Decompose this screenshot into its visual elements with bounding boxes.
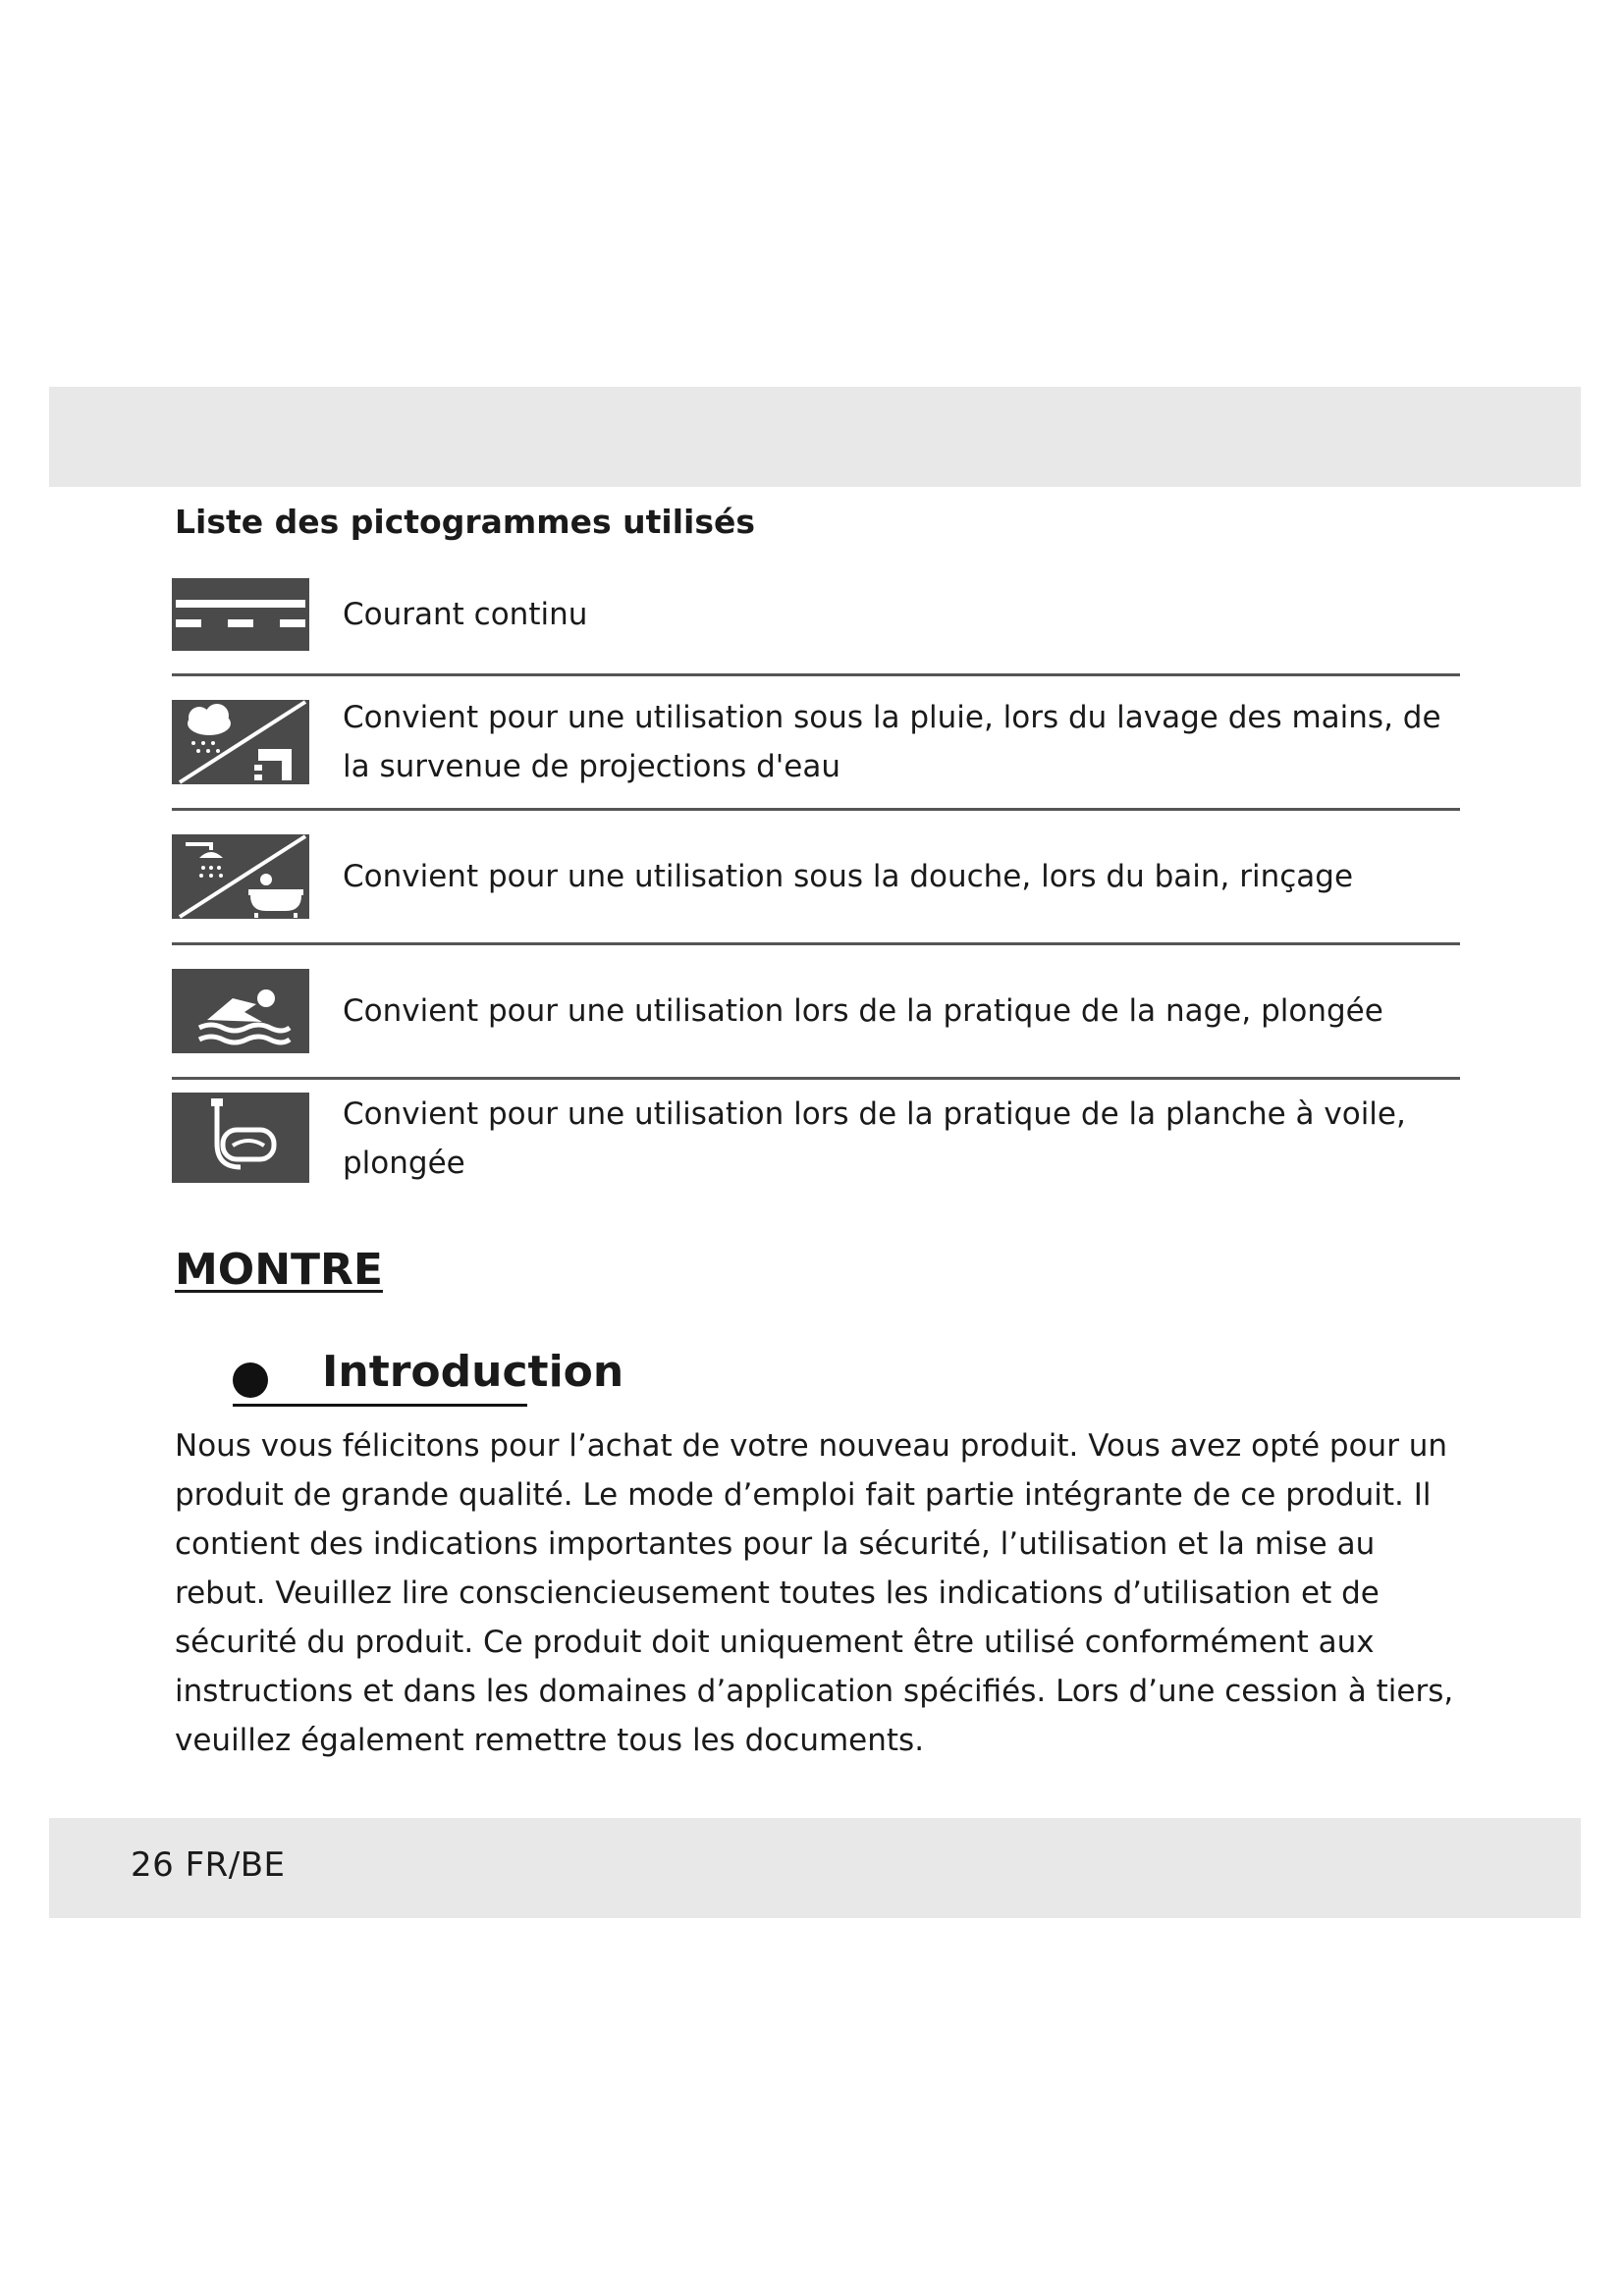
subtitle-underline [233, 1404, 527, 1407]
section-subtitle: Introduction [322, 1347, 624, 1397]
pictogram-row [172, 811, 1460, 945]
pictogram-table [172, 579, 1460, 1198]
snorkel-mask-icon [172, 1093, 309, 1183]
pictogram-row [172, 1080, 1460, 1198]
pictogram-row [172, 579, 1460, 676]
page-number: 26 FR/BE [131, 1845, 286, 1885]
bullet-icon [233, 1362, 268, 1398]
pictogram-text: Convient pour une utilisation sous la douche, lors du bain, rinçage [343, 859, 1354, 894]
pictogram-text: Convient pour une utilisation lors de la pratique de la planche à voile, plongée [343, 1096, 1406, 1181]
swimming-icon [172, 969, 309, 1053]
section-title: MONTRE [175, 1245, 383, 1295]
pictogram-row [172, 945, 1460, 1080]
rain-splash-icon [172, 700, 309, 784]
pictogram-text: Courant continu [343, 597, 588, 632]
pictogram-text: Convient pour une utilisation sous la pluie, lors du lavage des mains, de la survenue de projections d'eau [343, 700, 1441, 784]
pictogram-row [172, 676, 1460, 811]
introduction-paragraph: Nous vous félicitons pour l’achat de votre nouveau produit. Vous avez opté pour un produit de grande qualité. Le mode d’emploi fait partie intégrante de ce produit. Il contient des indications importantes pour la sécurité, l’utilisation et la mise au rebut. Veuillez lire consciencieusement toutes les indications d’utilisation et de sécurité du produit. Ce produit doit uniquement être utilisé conformément aux instructions et dans les domaines d’application spécifiés. Lors d’une cession à tiers, veuillez également remettre tous les documents. [175, 1428, 1454, 1758]
shower-bath-icon [172, 834, 309, 919]
pictogram-list-title: Liste des pictogrammes utilisés [175, 503, 756, 541]
pictogram-text: Convient pour une utilisation lors de la pratique de la nage, plongée [343, 993, 1383, 1029]
direct-current-icon [172, 578, 309, 651]
header-band [49, 387, 1581, 487]
